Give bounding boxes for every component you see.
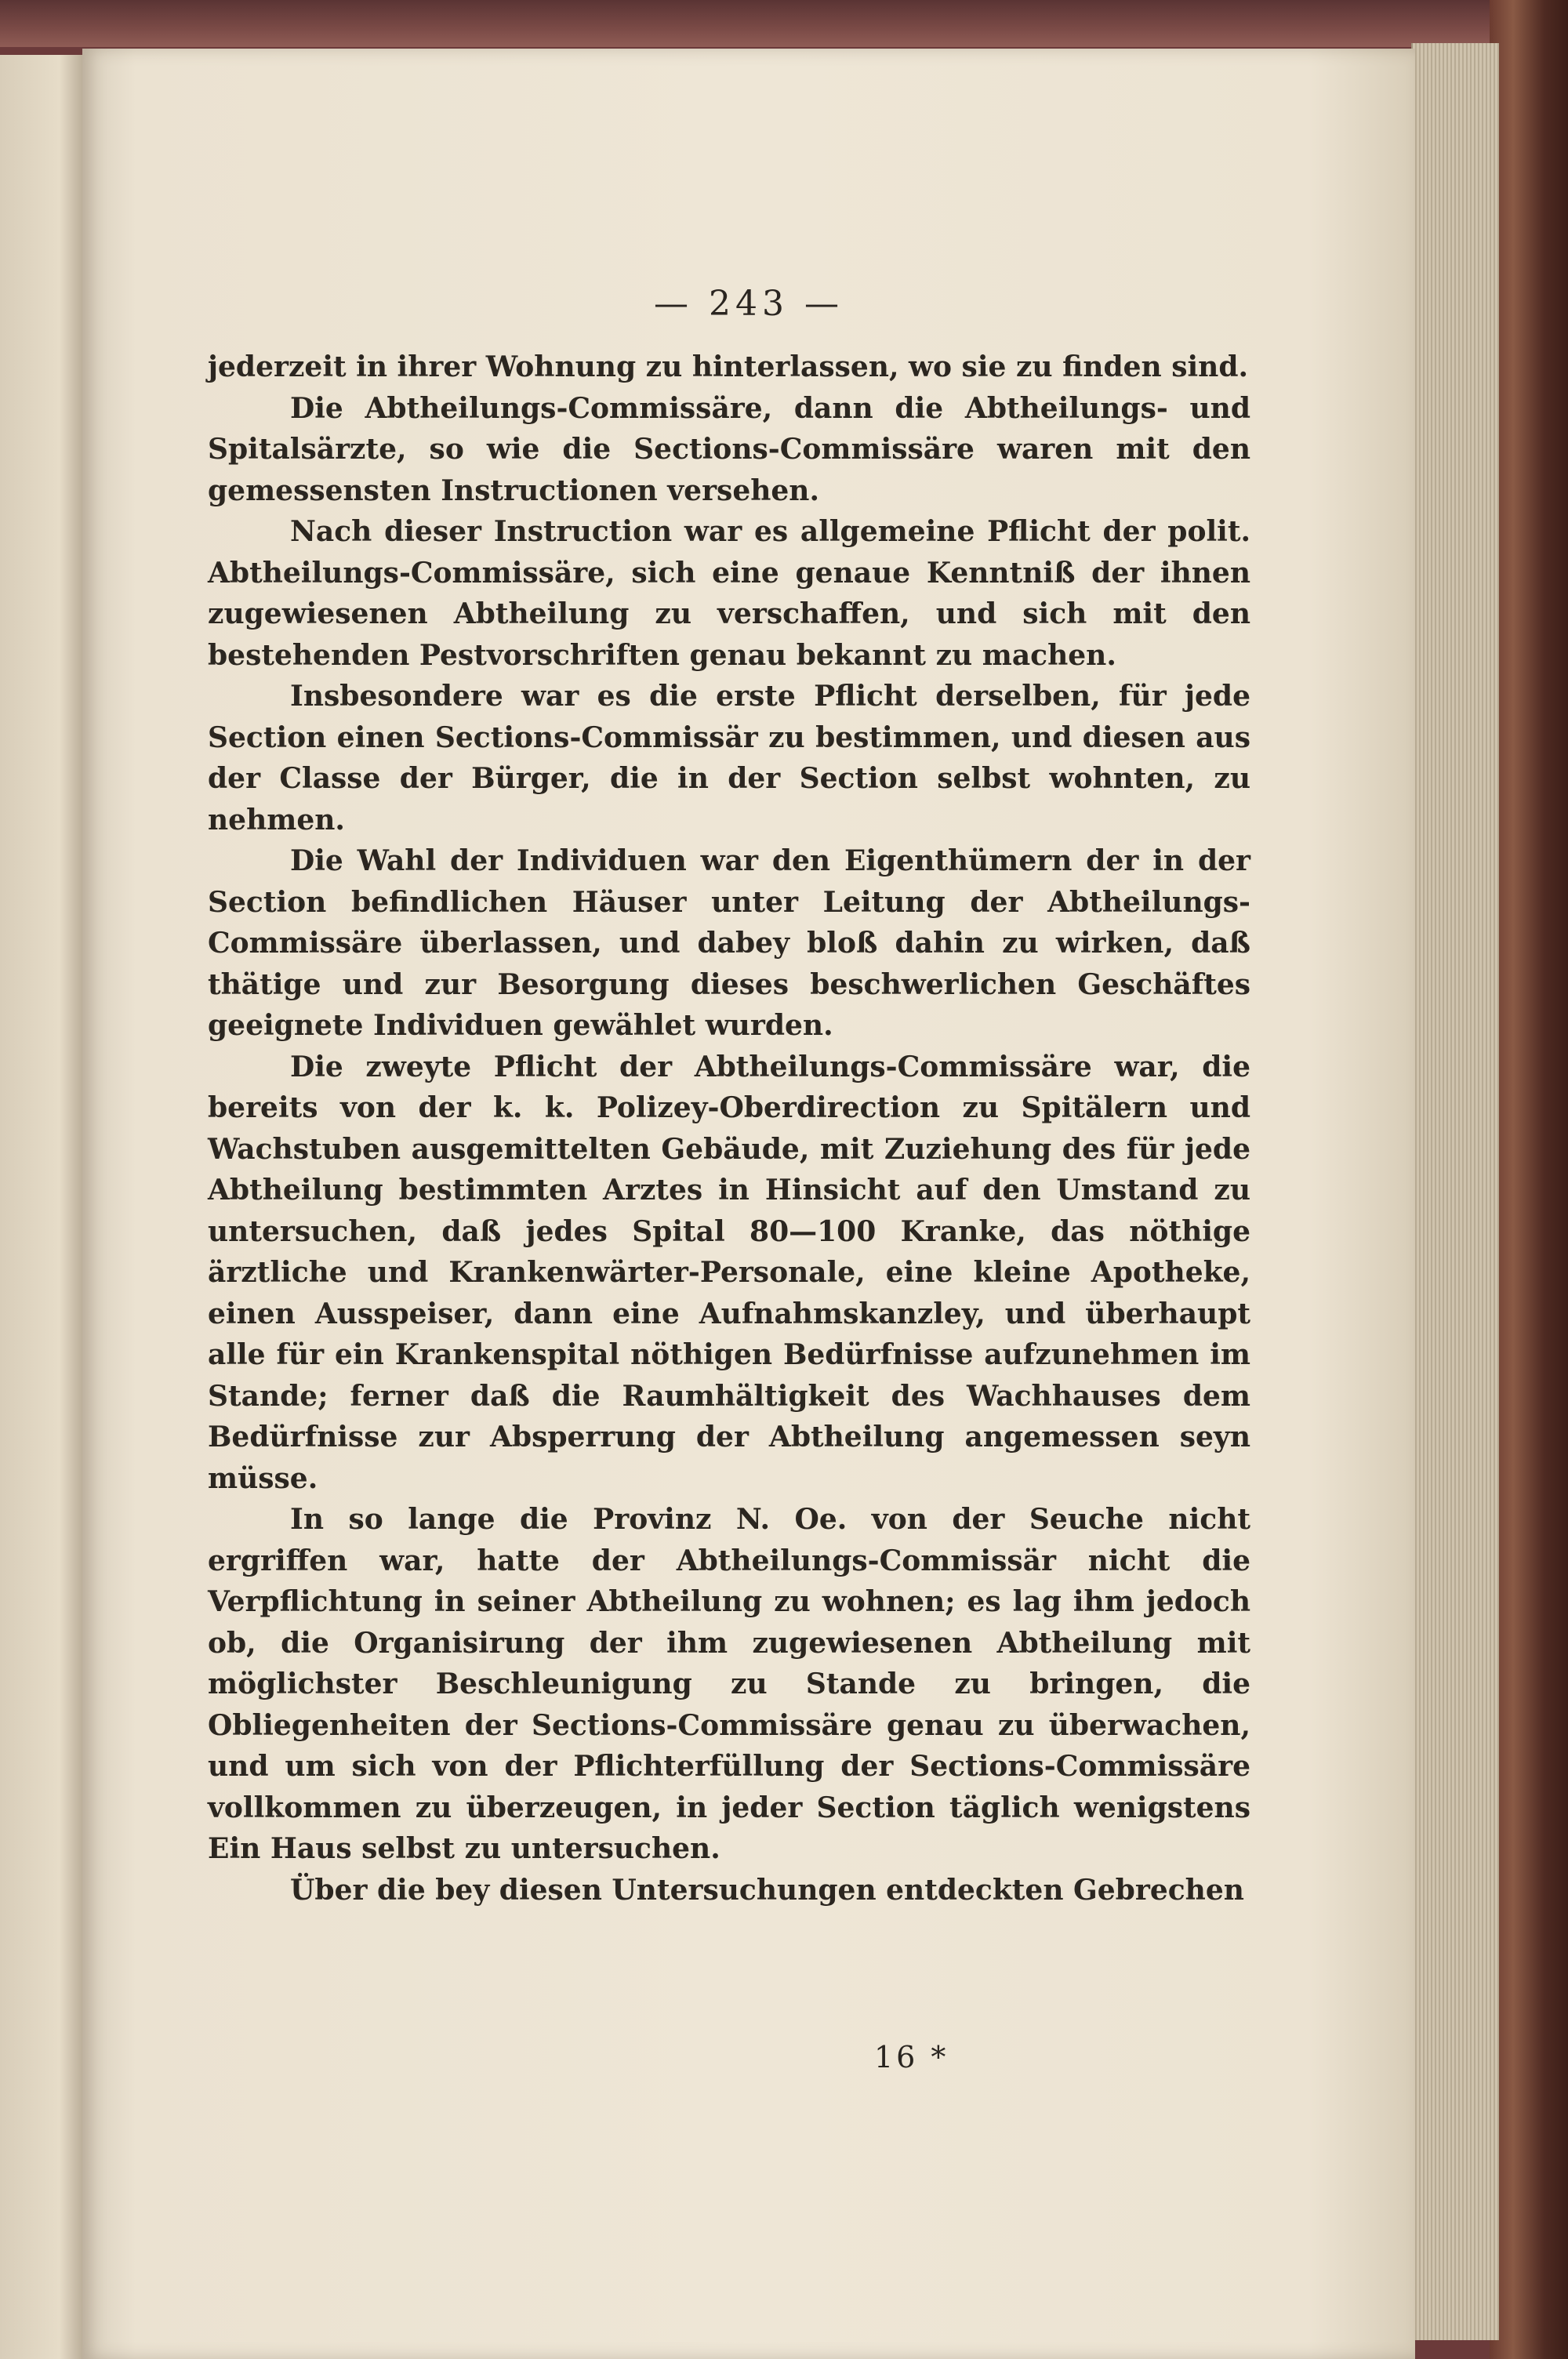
facing-page-edge (0, 55, 85, 2359)
paragraph-2: Die Abtheilungs-Commissäre, dann die Abtheilungs- und Spitalsärzte, so wie die Sections-Commissäre waren mit den gemessensten Instructionen versehen. (208, 391, 1250, 507)
paragraph-7: In so lange die Provinz N. Oe. von der Seuche nicht ergriffen war, hatte der Abtheilungs-Commissär nicht die Verpflichtung in seiner Abtheilung zu wohnen; es lag ihm jedoch ob, die Organisirung der ihm zugewiesenen Abtheilung mit möglichster Beschleunigung zu Stande zu bringen, die Obliegenheiten der Sections-Commissäre genau zu überwachen, und um sich von der Pflichterfüllung der Sections-Commissäre vollkommen zu überzeugen, in jeder Section täglich wenigstens Ein Haus selbst zu untersuchen. (208, 1503, 1250, 1865)
book-page (82, 49, 1415, 2359)
paragraph-1: jederzeit in ihrer Wohnung zu hinterlassen, wo sie zu finden sind. (208, 350, 1249, 383)
paragraph-8: Über die bey diesen Untersuchungen entdeckten Gebrechen (290, 1873, 1244, 1907)
paragraph-4: Insbesondere war es die erste Pflicht derselben, für jede Section einen Sections-Commissär zu bestimmen, und diesen aus der Classe der Bürger, die in der Section selbst wohnten, zu nehmen. (208, 680, 1250, 837)
paragraph-6: Die zweyte Pflicht der Abtheilungs-Commissäre war, die bereits von der k. k. Polizey-Oberdirection zu Spitälern und Wachstuben ausgemittelten Gebäude, mit Zuziehung des für jede Abtheilung bestimmten Arztes in Hinsicht auf den Umstand zu untersuchen, daß jedes Spital 80—100 Kranke, das nöthige ärztliche und Krankenwärter-Personale, eine kleine Apotheke, einen Ausspeiser, dann eine Aufnahmskanzley, und überhaupt alle für ein Krankenspital nöthigen Bedürfnisse aufzunehmen im Stande; ferner daß die Raumhältigkeit des Wachhauses dem Bedürfnisse zur Absperrung der Abtheilung angemessen seyn müsse. (208, 1050, 1250, 1495)
signature-mark: 16 * (874, 2040, 949, 2074)
book-cover-top (0, 0, 1568, 47)
page-body (208, 347, 1250, 1911)
paragraph-3: Nach dieser Instruction war es allgemeine Pflicht der polit. Abtheilungs-Commissäre, sich eine genaue Kenntniß der ihnen zugewiesenen Abtheilung zu verschaffen, und sich mit den bestehenden Pestvorschriften genau bekannt zu machen. (208, 515, 1250, 672)
page-stack-edges (1411, 43, 1499, 2340)
paragraph-5: Die Wahl der Individuen war den Eigenthümern der in der Section befindlichen Häuser unter Leitung der Abtheilungs-Commissäre überlassen, und dabey bloß dahin zu wirken, daß thätige und zur Besorgung dieses beschwerlichen Geschäftes geeignete Individuen gewählet wurden. (208, 844, 1250, 1042)
book-cover-right (1490, 0, 1568, 2359)
page-number-header: — 243 — (654, 284, 844, 324)
